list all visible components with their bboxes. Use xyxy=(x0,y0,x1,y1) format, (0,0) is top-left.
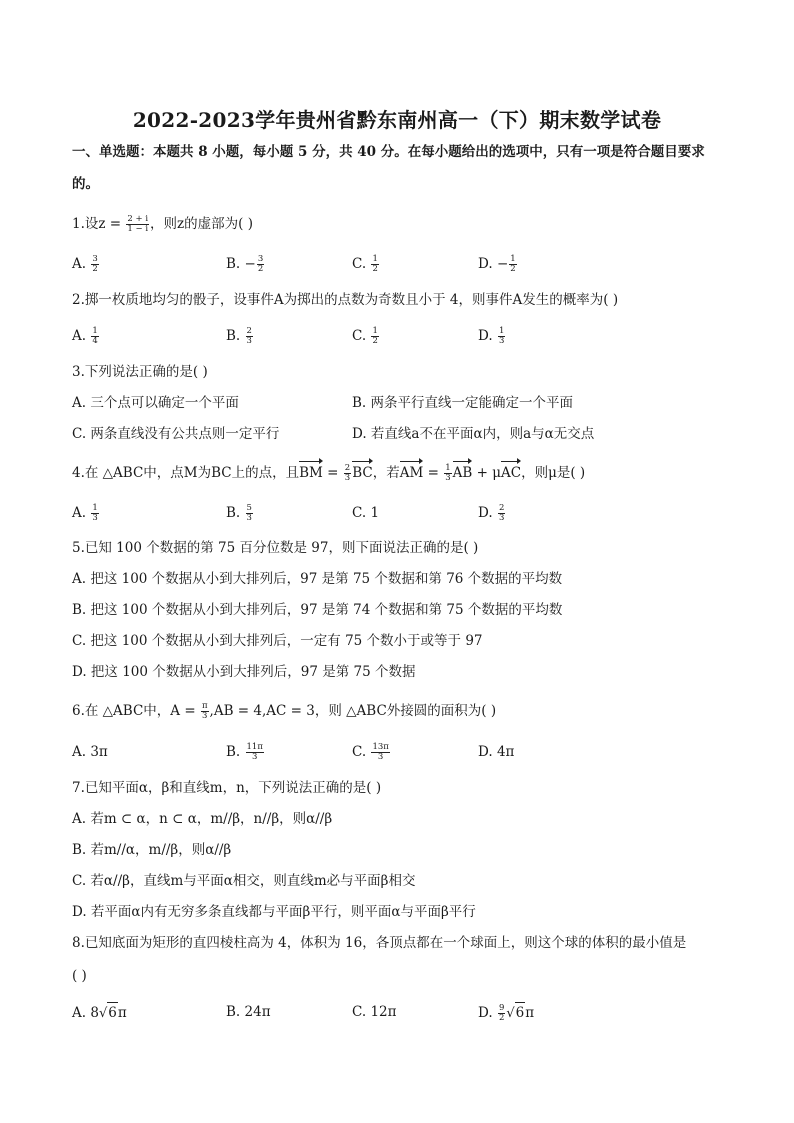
option-value: 1 xyxy=(370,505,380,521)
q7-option-c[interactable]: C. 若α//β，直线m与平面α相交，则直线m必与平面β相交 xyxy=(72,873,416,889)
q8-option-d[interactable] xyxy=(478,1002,534,1024)
option-value: 3π xyxy=(90,744,108,760)
q2-option-b[interactable] xyxy=(226,326,254,346)
option-label: A. xyxy=(72,1005,91,1021)
question-5: 5.已知 100 个数据的第 75 百分位数是 97，则下面说法正确的是( ) xyxy=(72,540,479,556)
q6-option-d[interactable] xyxy=(478,742,514,762)
option-fraction xyxy=(498,1004,505,1023)
q7-option-a[interactable]: A. 若m ⊂ α，n ⊂ α，m//β，n//β，则α//β xyxy=(72,811,333,827)
question-3: 3.下列说法正确的是( ) xyxy=(72,364,208,380)
q4-option-d[interactable] xyxy=(478,503,506,523)
frac-den: 3 xyxy=(246,336,252,346)
q2-option-c[interactable] xyxy=(352,326,380,346)
frac-den: 3 xyxy=(252,752,258,762)
frac-num: 3 xyxy=(257,254,264,264)
q1-option-b[interactable] xyxy=(226,254,265,274)
vector-ac: AC xyxy=(501,460,521,483)
q8-option-b[interactable] xyxy=(226,1002,271,1022)
option-fraction xyxy=(246,743,264,762)
radicand: 6 xyxy=(107,1002,118,1023)
option-fraction xyxy=(498,504,505,523)
section-heading-cont: 的。 xyxy=(72,176,99,192)
option-label: B. xyxy=(226,256,245,272)
q1-option-c[interactable] xyxy=(352,254,380,274)
frac-num: 1 xyxy=(510,254,516,264)
option-label: D. xyxy=(478,744,497,760)
q1-option-a[interactable] xyxy=(72,254,100,274)
q4-option-b[interactable] xyxy=(226,503,254,523)
q5-option-d[interactable]: D. 把这 100 个数据从小到大排列后，97 是第 75 个数据 xyxy=(72,664,416,680)
frac-num: 13π xyxy=(372,742,389,752)
option-label: A. xyxy=(72,505,91,521)
question-8: 8.已知底面为矩形的直四棱柱高为 4，体积为 16，各顶点都在一个球面上，则这个球的体积的最小值是 xyxy=(72,935,687,951)
frac-num: 1 xyxy=(445,463,451,473)
option-label: B. xyxy=(226,744,245,760)
question-7: 7.已知平面α，β和直线m，n，下列说法正确的是( ) xyxy=(72,780,382,796)
option-fraction xyxy=(91,327,98,346)
frac-num: 1 xyxy=(92,503,98,513)
q4-text-2: = xyxy=(322,465,343,481)
q4-text-6: ，则μ是( ) xyxy=(521,465,586,481)
q1-frac-den: 1 − i xyxy=(127,224,149,234)
option-label: B. xyxy=(226,505,245,521)
frac-den: 2 xyxy=(372,264,378,274)
option-label: C. xyxy=(352,744,371,760)
question-8-cont: ( ) xyxy=(72,968,87,984)
q1-suffix: ，则z的虚部为( ) xyxy=(150,216,253,232)
q7-option-b[interactable]: B. 若m//α，m//β，则α//β xyxy=(72,842,232,858)
q6-option-b[interactable] xyxy=(226,742,265,762)
option-label: B. xyxy=(226,1004,245,1020)
option-fraction xyxy=(509,255,516,274)
option-label: C. xyxy=(352,256,371,272)
q6-option-a[interactable] xyxy=(72,742,108,762)
frac-num: 3 xyxy=(92,254,98,264)
option-sign: − xyxy=(496,256,509,272)
q2-option-a[interactable] xyxy=(72,326,100,346)
radicand: 6 xyxy=(515,1002,526,1023)
option-pi: π xyxy=(117,1005,127,1021)
option-label: A. xyxy=(72,744,91,760)
frac-den: 2 xyxy=(257,264,264,274)
option-fraction xyxy=(91,504,98,523)
option-value: 4π xyxy=(496,744,515,760)
question-4 xyxy=(72,460,585,483)
q4-text-4: = xyxy=(423,465,444,481)
frac-den: 3 xyxy=(246,513,252,523)
frac-num: 1 xyxy=(372,254,378,264)
q4-option-a[interactable] xyxy=(72,503,100,523)
q3-option-d[interactable]: D. 若直线a不在平面α内，则a与α无交点 xyxy=(352,426,595,442)
option-fraction xyxy=(246,327,253,346)
frac-den: 2 xyxy=(92,264,98,274)
option-label: D. xyxy=(478,328,497,344)
q4-text-5: + μ xyxy=(472,465,501,481)
option-coef: 8 xyxy=(90,1005,99,1021)
q6-text-1: 6.在 △ABC中，A = xyxy=(72,703,200,719)
q6-option-c[interactable] xyxy=(352,742,391,762)
option-label: C. xyxy=(352,505,371,521)
q6-text-2: ,AB = 4,AC = 3，则 △ABC外接圆的面积为( ) xyxy=(209,703,497,719)
frac-den: 2 xyxy=(372,336,378,346)
vector-bm: BM xyxy=(299,460,323,483)
frac-den: 3 xyxy=(202,711,208,721)
option-label: B. xyxy=(226,328,245,344)
q4-fraction-2 xyxy=(444,464,451,483)
option-fraction xyxy=(246,504,253,523)
frac-num: 1 xyxy=(92,326,98,336)
q8-option-a[interactable] xyxy=(72,1002,127,1024)
frac-den: 3 xyxy=(344,473,351,483)
frac-den: 4 xyxy=(92,336,98,346)
frac-num: 2 xyxy=(246,326,252,336)
option-label: A. xyxy=(72,256,91,272)
frac-num: 2 xyxy=(344,463,351,473)
option-sign: − xyxy=(244,256,256,272)
option-value: 24π xyxy=(244,1004,271,1020)
section-heading: 一、单选题：本题共 8 小题，每小题 5 分，共 40 分。在每小题给出的选项中，只有一项是符合题目要求 xyxy=(72,144,705,160)
q6-fraction xyxy=(201,702,209,721)
frac-den: 3 xyxy=(92,513,98,523)
frac-den: 3 xyxy=(498,513,505,523)
option-label: A. xyxy=(72,328,91,344)
sqrt-sign: √ xyxy=(98,1006,108,1021)
q5-option-b[interactable]: B. 把这 100 个数据从小到大排列后，97 是第 74 个数据和第 75 个数据的平均数 xyxy=(72,602,563,618)
option-label: D. xyxy=(478,1005,497,1021)
q4-fraction-1 xyxy=(344,464,351,483)
option-label: C. xyxy=(352,1004,371,1020)
option-fraction xyxy=(257,255,264,274)
sqrt-sign: √ xyxy=(506,1006,515,1021)
q7-option-d[interactable]: D. 若平面α内有无穷多条直线都与平面β平行，则平面α与平面β平行 xyxy=(72,904,476,920)
option-fraction xyxy=(371,743,389,762)
option-fraction xyxy=(91,255,98,274)
frac-den: 2 xyxy=(510,264,516,274)
q3-option-b[interactable]: B. 两条平行直线一定能确定一个平面 xyxy=(352,395,574,411)
option-fraction xyxy=(371,255,378,274)
q3-option-a[interactable]: A. 三个点可以确定一个平面 xyxy=(72,395,239,411)
option-label: C. xyxy=(352,328,371,344)
option-fraction xyxy=(371,327,378,346)
q5-option-a[interactable]: A. 把这 100 个数据从小到大排列后，97 是第 75 个数据和第 76 个数据的平均数 xyxy=(72,571,563,587)
frac-den: 3 xyxy=(498,336,505,346)
option-label: D. xyxy=(478,256,497,272)
frac-num: π xyxy=(201,701,208,711)
option-value: 12π xyxy=(370,1004,397,1020)
question-1 xyxy=(72,214,253,234)
q4-text-3: ，若 xyxy=(372,465,400,481)
frac-num: 1 xyxy=(372,326,378,336)
q5-option-c[interactable]: C. 把这 100 个数据从小到大排列后，一定有 75 个数小于或等于 97 xyxy=(72,633,483,649)
frac-num: 11π xyxy=(246,742,263,752)
frac-den: 2 xyxy=(498,1013,505,1023)
q8-option-c[interactable] xyxy=(352,1002,397,1022)
question-2: 2.掷一枚质地均匀的骰子，设事件A为掷出的点数为奇数且小于 4，则事件A发生的概率为( ) xyxy=(72,292,619,308)
frac-num: 2 xyxy=(498,503,505,513)
frac-den: 3 xyxy=(445,473,451,483)
option-fraction xyxy=(498,327,505,346)
option-pi: π xyxy=(525,1005,535,1021)
q4-text-1: 4.在 △ABC中，点M为BC上的点，且 xyxy=(72,465,300,481)
frac-num: 1 xyxy=(498,326,505,336)
frac-num: 5 xyxy=(246,503,252,513)
q1-option-d[interactable] xyxy=(478,254,518,274)
option-label: D. xyxy=(478,505,497,521)
page-title: 2022-2023学年贵州省黔东南州高一（下）期末数学试卷 xyxy=(132,108,662,132)
frac-num: 9 xyxy=(498,1003,505,1013)
q1-fraction xyxy=(126,215,149,234)
q2-option-d[interactable] xyxy=(478,326,506,346)
q1-prefix: 1.设z = xyxy=(72,216,126,232)
frac-den: 3 xyxy=(377,752,384,762)
question-6 xyxy=(72,701,496,721)
vector-bc: BC xyxy=(352,460,373,483)
q3-option-c[interactable]: C. 两条直线没有公共点则一定平行 xyxy=(72,426,280,442)
vector-ab: AB xyxy=(453,460,473,483)
q4-option-c[interactable] xyxy=(352,503,379,523)
q1-frac-num: 2 + i xyxy=(127,214,149,224)
vector-am: AM xyxy=(400,460,424,483)
